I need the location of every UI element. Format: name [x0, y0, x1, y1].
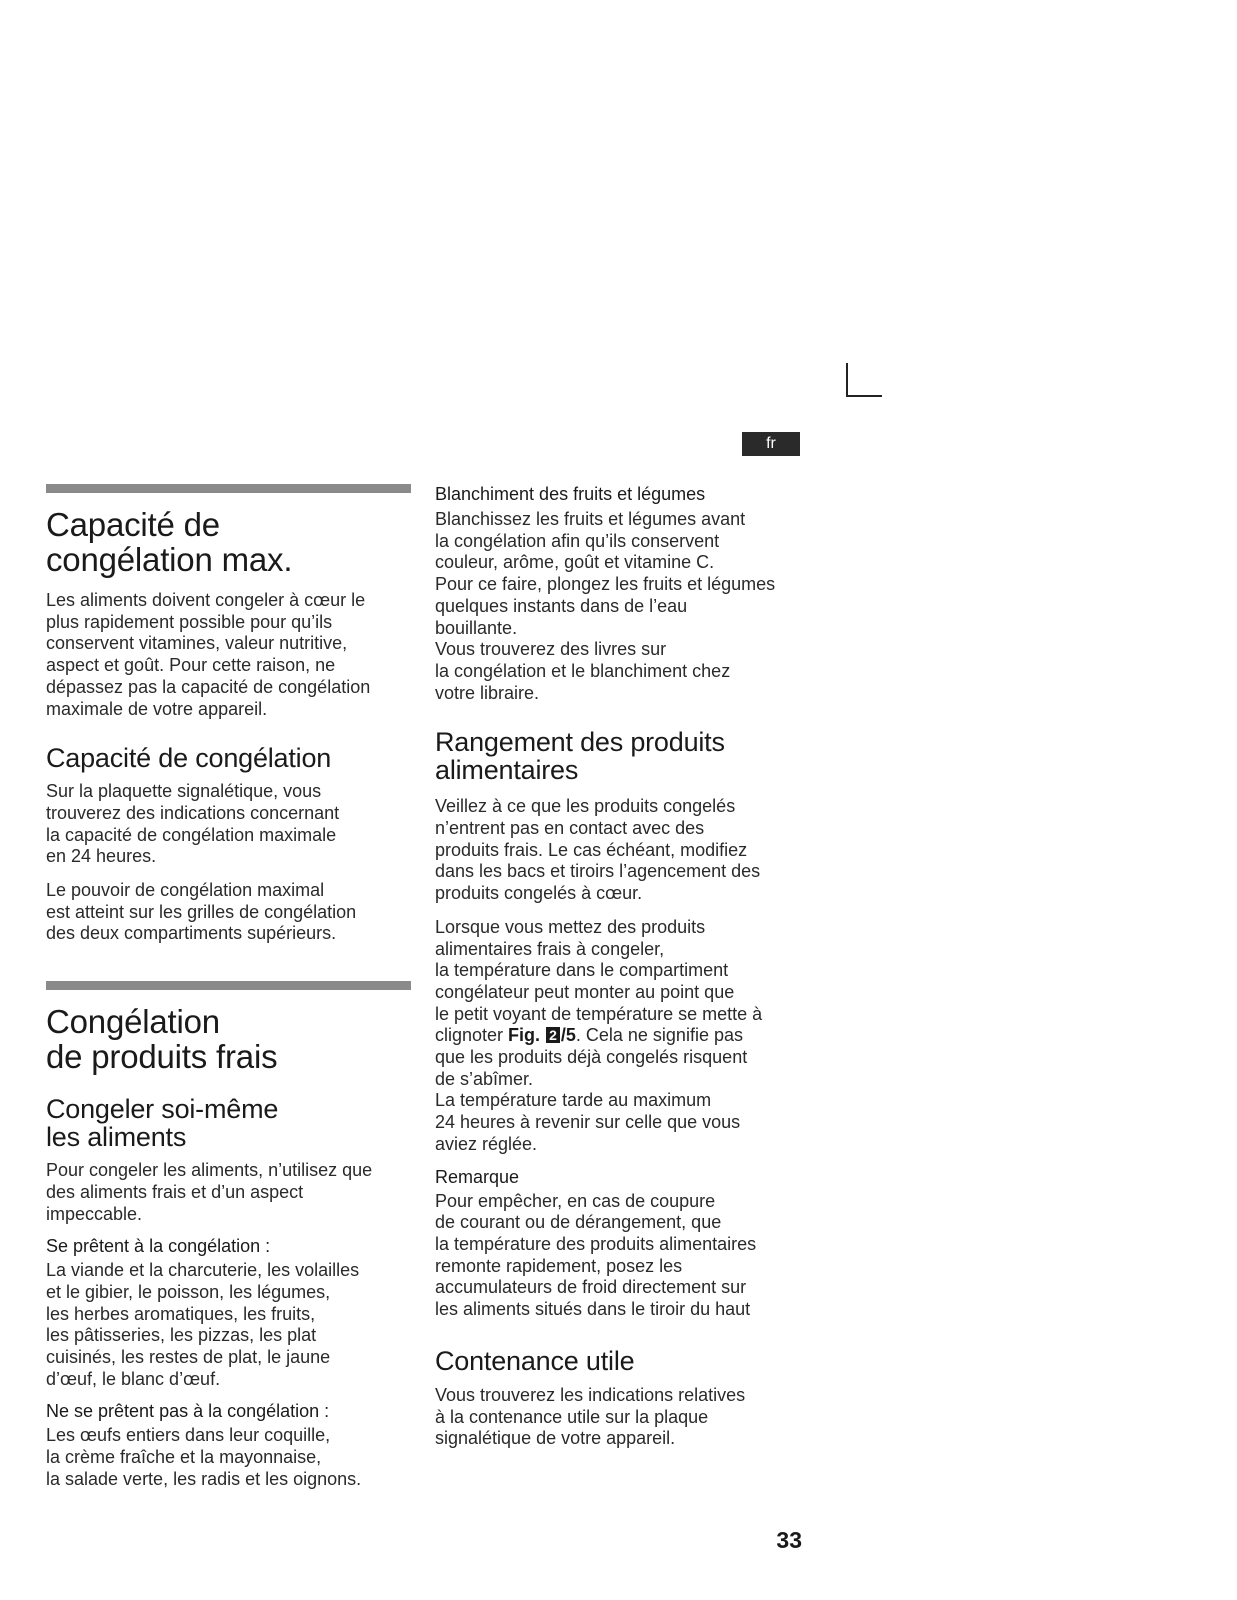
- language-badge: fr: [742, 432, 800, 456]
- unsuitable-foods-paragraph: Les œufs entiers dans leur coquille, la crème fraîche et la mayonnaise, la salade verte, les radis et les oignons.: [46, 1425, 362, 1489]
- suitable-label: Se prêtent à la congélation :: [46, 1236, 271, 1257]
- subsection-title-usable-capacity: Contenance utile: [435, 1345, 635, 1376]
- subsection-title-food-storage: Rangement des produits alimentaires: [435, 727, 725, 786]
- storage-paragraph: Veillez à ce que les produits congelés n’entrent pas en contact avec des produits frais. Le cas échéant, modifiez dans les bacs et tiroirs l’agencement des produits congelés à cœur.: [435, 796, 761, 904]
- left-column: [46, 484, 411, 1491]
- rating-plate-paragraph: Sur la plaquette signalétique, vous trouverez des indications concernant la capacité de congélation maximale en 24 heures.: [46, 781, 340, 867]
- right-column: [435, 484, 807, 1450]
- max-power-paragraph: Le pouvoir de congélation maximal est atteint sur les grilles de congélation des deux compartiments supérieurs.: [46, 880, 357, 944]
- crop-mark: [846, 363, 882, 397]
- blanching-label: Blanchiment des fruits et légumes: [435, 484, 706, 504]
- page-number: 33: [776, 1527, 802, 1553]
- subsection-title-freeze-yourself: Congeler soi-même les aliments: [46, 1094, 279, 1153]
- max-capacity-paragraph: Les aliments doivent congeler à cœur le plus rapidement possible pour qu’ils conservent vitamines, valeur nutritive, aspect et goût. Pour cette raison, ne dépassez pas la capacité de congélation maximale de votre appareil.: [46, 590, 371, 719]
- section-title-max-freezing-capacity: Capacité de congélation max.: [46, 506, 293, 578]
- section-title-fresh-food-freezing: Congélation de produits frais: [46, 1003, 278, 1076]
- usable-capacity-paragraph: Vous trouverez les indications relatives à la contenance utile sur la plaque signalétique de votre appareil.: [435, 1384, 746, 1449]
- blanching-paragraph: Blanchissez les fruits et légumes avant la congélation afin qu’ils conservent couleur, arôme, goût et vitamine C. Pour ce faire, plongez les fruits et légumes quelques instants dans de l’eau bouillante. Vous trouverez des livres sur la congélation et le blanchiment chez votre libraire.: [435, 509, 776, 703]
- unsuitable-label: Ne se prêtent pas à la congélation :: [46, 1401, 330, 1422]
- figure-number-badge: 2: [546, 1027, 560, 1043]
- section-rule: [46, 484, 411, 493]
- figure-reference: Fig. 2 /5: [508, 1025, 576, 1046]
- suitable-foods-paragraph: La viande et la charcuterie, les volailles et le gibier, le poisson, les légumes, les herbes aromatiques, les fruits, les pâtisseries, les pizzas, les plat cuisinés, les restes de plat, le jaune d’œuf, le blanc d’œuf.: [46, 1260, 360, 1389]
- temperature-paragraph: Lorsque vous mettez des produits alimentaires frais à congeler, la température dans le compartiment congélateur peut monter au point que le petit voyant de température se mette à clignoter Fig. 2 /5. Cela ne signifie pas que les produits déjà congelés risquent de s’abîmer. La température tarde au maximum 24 heures à revenir sur celle que vous aviez réglée.: [435, 916, 763, 1154]
- note-paragraph: Pour empêcher, en cas de coupure de courant ou de dérangement, que la température des produits alimentaires remonte rapidement, posez les accumulateurs de froid directement sur les aliments situés dans le tiroir du haut: [435, 1190, 757, 1320]
- note-label: Remarque: [435, 1166, 520, 1187]
- section-rule: [46, 981, 411, 990]
- fresh-food-paragraph: Pour congeler les aliments, n’utilisez que des aliments frais et d’un aspect impeccable.: [46, 1160, 373, 1224]
- subsection-title-freezing-capacity: Capacité de congélation: [46, 743, 332, 774]
